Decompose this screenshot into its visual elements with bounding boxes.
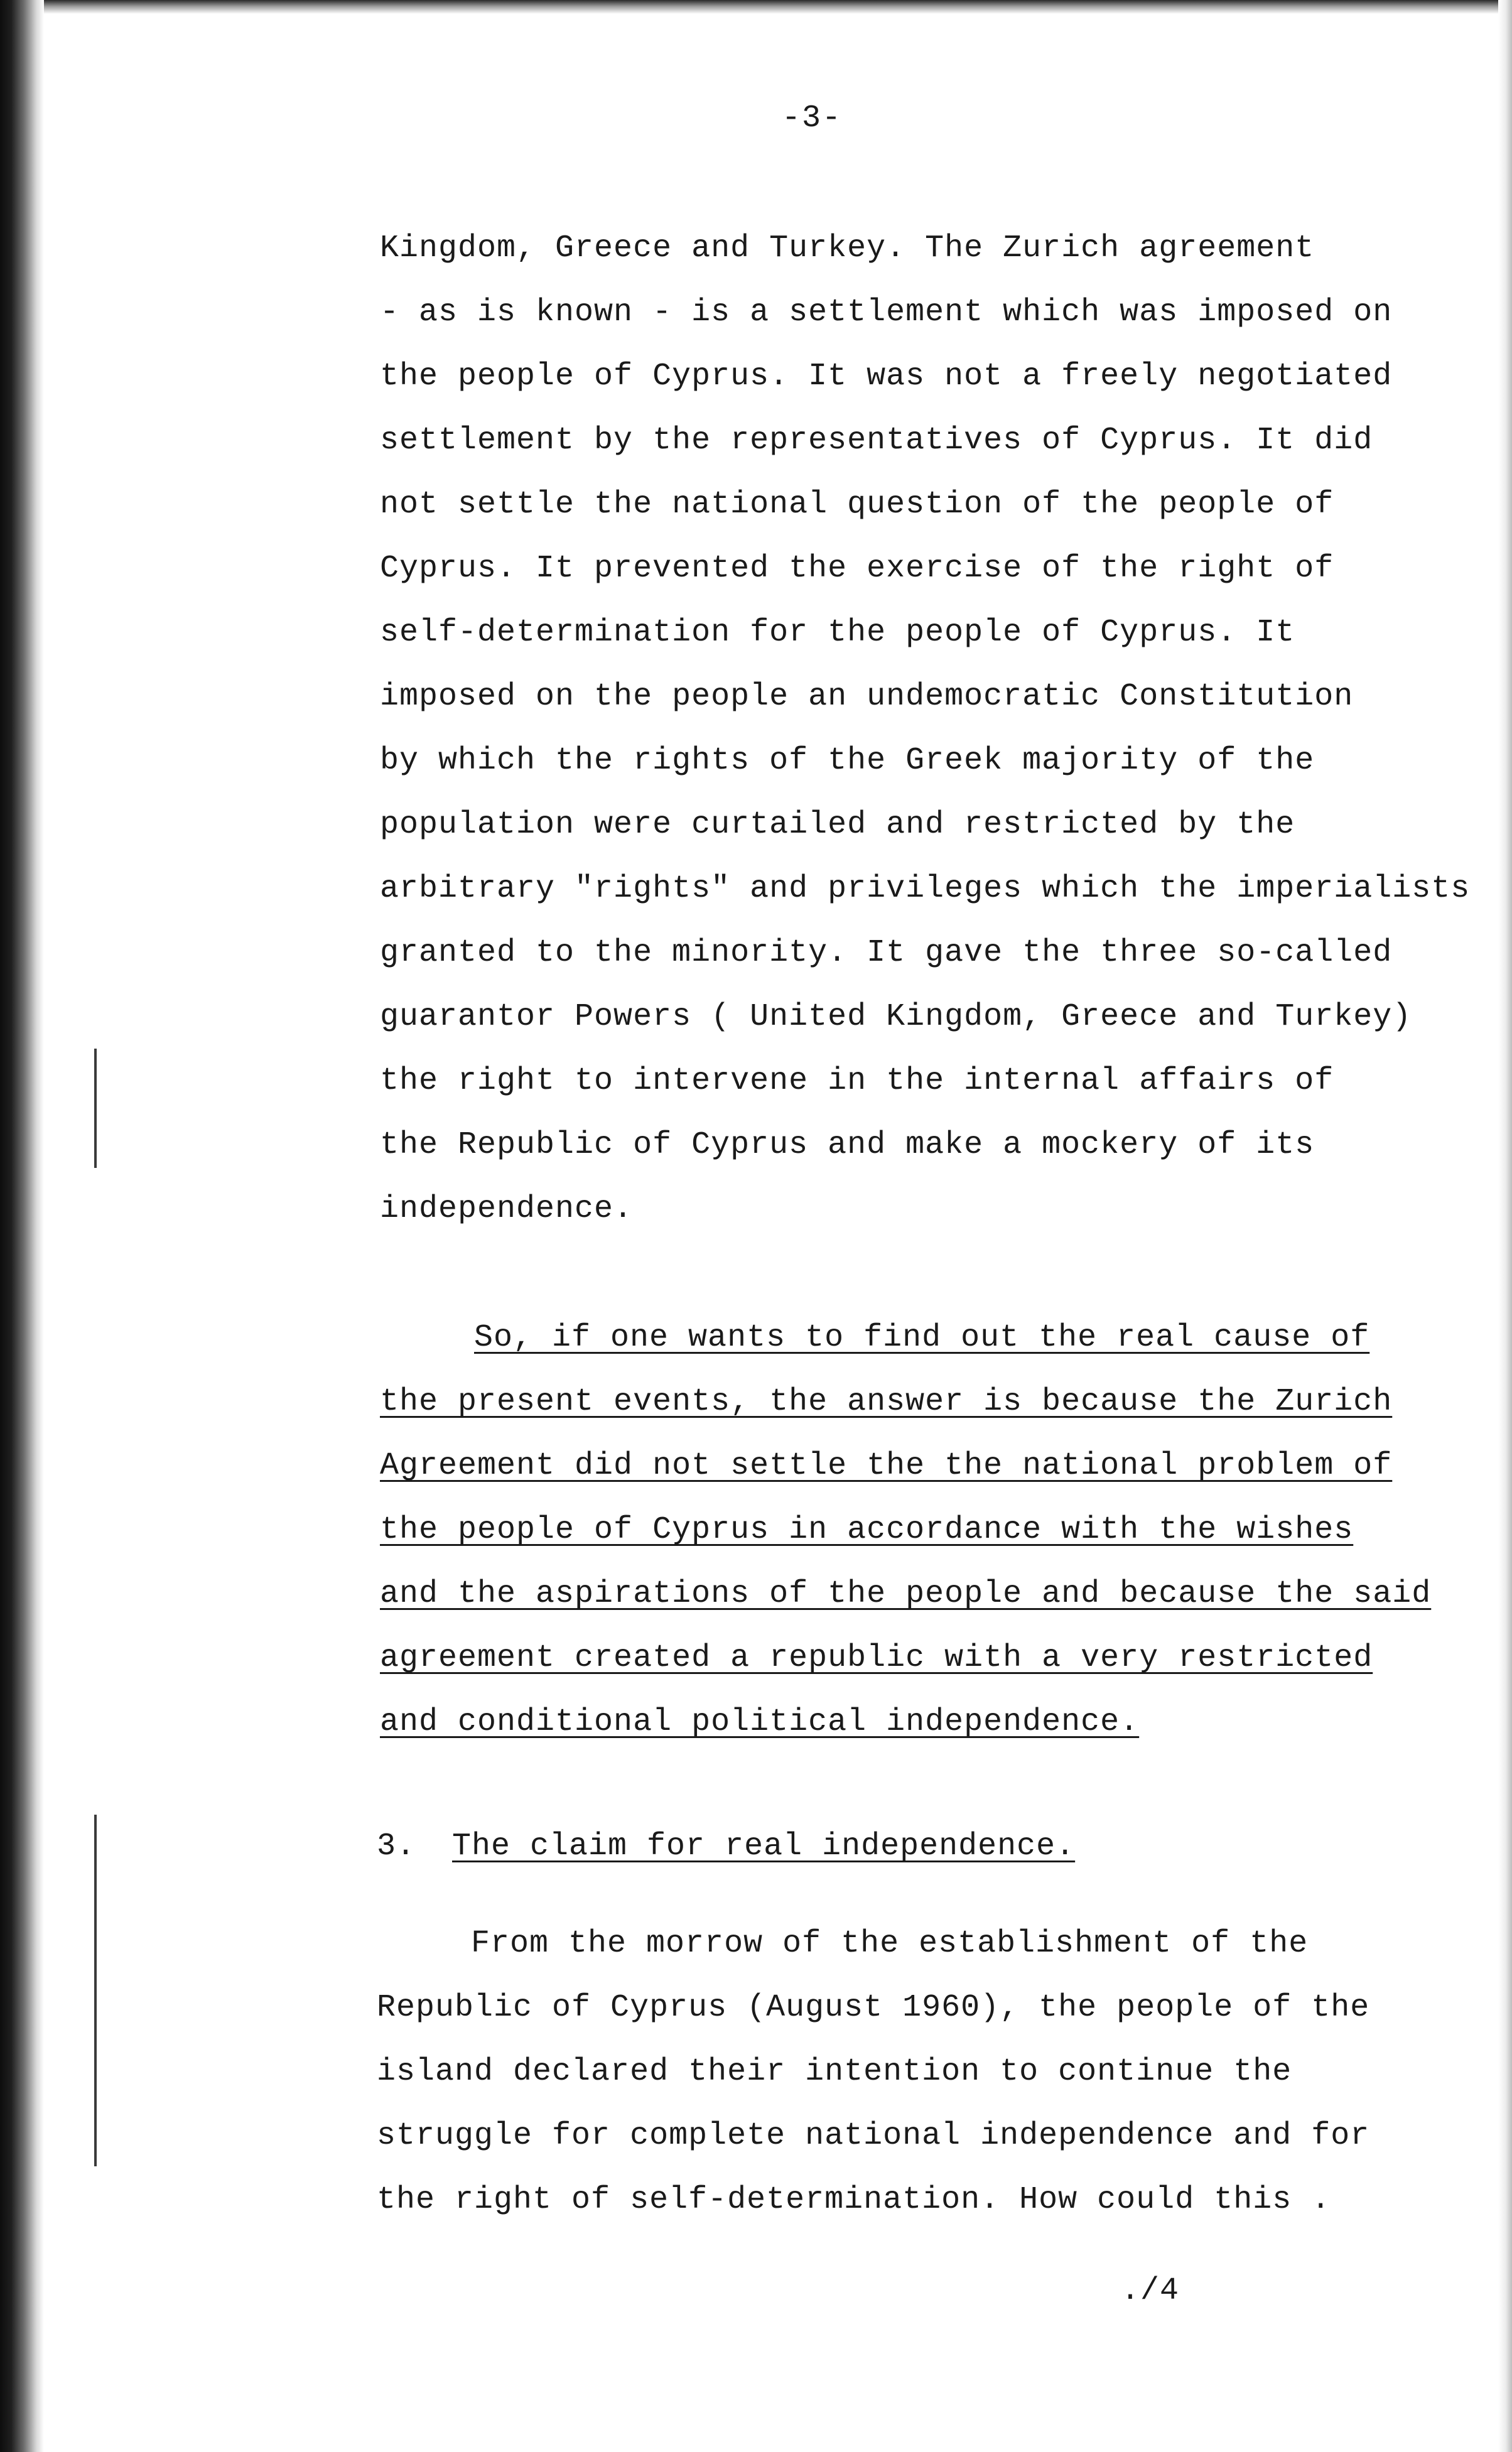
paragraph-morrow xyxy=(377,1912,1457,2232)
underlined-text-line: agreement created a republic with a very restricted xyxy=(380,1640,1373,1676)
text-line: island declared their intention to continue the xyxy=(377,2054,1292,2090)
text-line: arbitrary "rights" and privileges which the imperialists xyxy=(380,871,1471,907)
text-line: Cyprus. It prevented the exercise of the right of xyxy=(380,551,1334,586)
text-line: by which the rights of the Greek majority of the xyxy=(380,743,1315,779)
text-line: guarantor Powers ( United Kingdom, Greece and Turkey) xyxy=(380,999,1412,1035)
section-number: 3. xyxy=(377,1828,416,1864)
continuation-marker: ./4 xyxy=(1121,2273,1180,2309)
underlined-text-line: the present events, the answer is because the Zurich xyxy=(380,1384,1393,1420)
text-line: the right to intervene in the internal affairs of xyxy=(380,1063,1334,1099)
page-number: -3- xyxy=(782,100,843,136)
underlined-text-line: Agreement did not settle the the national problem of xyxy=(380,1448,1393,1484)
scan-edge-top xyxy=(0,0,1512,14)
text-line: Republic of Cyprus (August 1960), the people of the xyxy=(377,1990,1370,2026)
text-line: settlement by the representatives of Cyprus. It did xyxy=(380,423,1373,458)
text-line: independence. xyxy=(380,1191,634,1227)
underlined-text-line: the people of Cyprus in accordance with the wishes xyxy=(380,1512,1354,1548)
scan-edge-left xyxy=(0,0,44,2452)
text-line: - as is known - is a settlement which was imposed on xyxy=(380,294,1393,330)
text-line: not settle the national question of the people of xyxy=(380,487,1334,522)
paragraph-zurich-agreement xyxy=(380,217,1471,1241)
text-line: self-determination for the people of Cyprus. It xyxy=(380,615,1295,651)
text-line: the people of Cyprus. It was not a freely negotiated xyxy=(380,359,1393,394)
paragraph-real-cause xyxy=(380,1306,1460,1754)
text-line: From the morrow of the establishment of the xyxy=(471,1926,1309,1962)
underlined-text-line: and the aspirations of the people and because the said xyxy=(380,1576,1432,1612)
text-line: struggle for complete national independence and for xyxy=(377,2118,1370,2154)
margin-mark xyxy=(94,1049,97,1168)
underlined-text-line: So, if one wants to find out the real cause of xyxy=(474,1320,1370,1356)
margin-mark xyxy=(94,1815,97,2166)
text-line: population were curtailed and restricted by the xyxy=(380,807,1295,843)
section-heading xyxy=(377,1815,1075,1879)
section-title: The claim for real independence. xyxy=(452,1828,1076,1864)
text-line: imposed on the people an undemocratic Constitution xyxy=(380,679,1354,715)
text-line: Kingdom, Greece and Turkey. The Zurich agreement xyxy=(380,230,1315,266)
text-line: granted to the minority. It gave the three so-called xyxy=(380,935,1393,971)
text-line: the right of self-determination. How could this . xyxy=(377,2182,1331,2218)
text-line: the Republic of Cyprus and make a mockery of its xyxy=(380,1127,1315,1163)
scan-edge-right xyxy=(1498,0,1512,2452)
underlined-text-line: and conditional political independence. xyxy=(380,1704,1140,1740)
